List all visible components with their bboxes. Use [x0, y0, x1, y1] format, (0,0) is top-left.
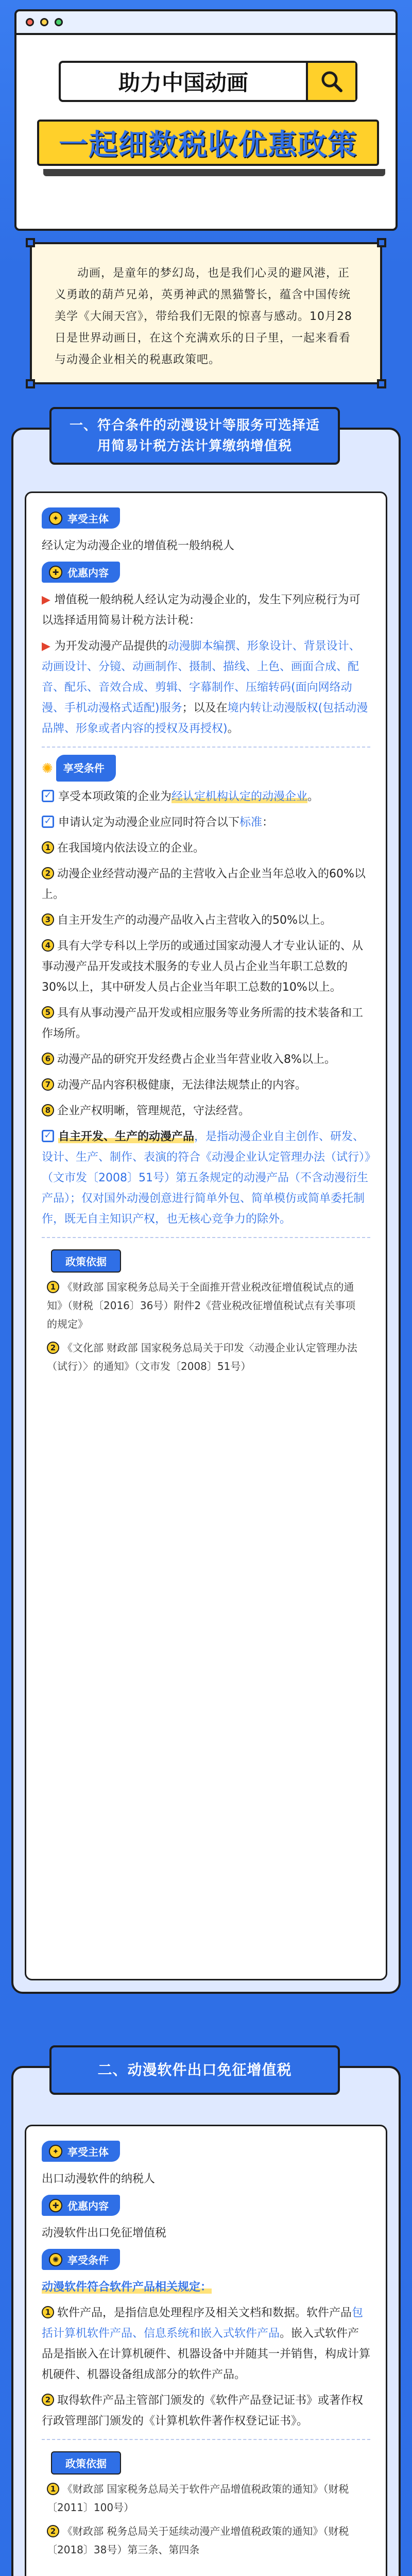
window-title-bar: [16, 11, 396, 35]
checkbox-icon: ✓: [42, 816, 54, 828]
section-1-title: 一、符合条件的动漫设计等服务可选择适用简易计税方法计算缴纳增值税: [69, 418, 320, 454]
subject-text: 出口动漫软件的纳税人: [42, 2173, 156, 2185]
section-2-card: [11, 2066, 401, 2576]
subject-text: 经认定为动漫企业的增值税一般纳税人: [42, 539, 235, 552]
divider: [42, 747, 370, 748]
content-paragraph-2: ▶ 为开发动漫产品提供的动漫脚本编撰、形象设计、背景设计、动画设计、分镜、动画制作、摄制、描线、上色、画面合成、配音、配乐、音效合成、剪辑、字幕制作、压缩转码(面向网络动漫、手机动漫格式适配)服务；以及在境内转让动漫版权(包括动漫品牌、形象或者内容的授权及再授权)。: [42, 640, 368, 735]
section-2-title: 二、动漫软件出口免征增值税: [97, 2061, 292, 2078]
intro-text: 动画，是童年的梦幻岛，也是我们心灵的避风港，正义勇敢的葫芦兄弟，英勇神武的黑猫警长，蕴含中国传统美学《大闹天宫》，带给我们无限的惊喜与感动。10月28日是世界动画日，在这个充满欢乐的日子里，一起来看看与动漫企业相关的税惠政策吧。: [55, 267, 352, 366]
section-2-header: [49, 2045, 340, 2095]
corner-decoration: [26, 238, 35, 247]
standard-item: 3 自主开发生产的动漫产品收入占主营收入的50%以上。: [42, 910, 370, 931]
policy-label: 政策依据: [51, 1249, 121, 1273]
section-1-body: [25, 492, 387, 1980]
search-bar: [59, 61, 357, 102]
search-title: 助力中国动画: [118, 70, 248, 95]
standard-item: 5 具有从事动漫产品开发或相应服务等业务所需的技术装备和工作场所。: [42, 1007, 364, 1040]
corner-decoration: [26, 379, 35, 388]
search-icon: [319, 69, 344, 94]
condition-3: ✓ 自主开发、生产的动漫产品，是指动漫企业自主创作、研发、设计、生产、制作、表演的符合《动漫企业认定管理办法（试行）》（文市发〔2008〕51号）第五条规定的动漫产品（不含动漫衍生产品）；仅对国外动漫创意进行简单外包、简单模仿或简单委托制作，既无自主知识产权，也无核心竞争力的除外。: [42, 1130, 371, 1226]
corner-decoration: [377, 238, 386, 247]
main-title: 一起细数税收优惠政策: [59, 128, 357, 162]
section-1-card: [11, 428, 401, 1994]
person-icon: ✦: [49, 2145, 62, 2158]
divider: [42, 1237, 370, 1238]
policy-label: 政策依据: [51, 2451, 121, 2475]
condition-label: ✺ 享受条件: [42, 2249, 120, 2270]
gift-icon: ✚: [49, 566, 62, 579]
standard-item: 4 具有大学专科以上学历的或通过国家动漫人才专业认证的、从事动漫产品开发或技术服务的专业人员占企业当年职工总数的30%以上，其中研发人员占企业当年职工总数的10%以上。: [42, 940, 364, 994]
divider: [42, 2439, 370, 2440]
window-dot-green-icon: [55, 18, 63, 26]
lightbulb-icon: ✺: [42, 761, 53, 776]
search-button: [306, 63, 355, 100]
condition-item: 1 软件产品，是指信息处理程序及相关文档和数据。软件产品包括计算机软件产品、信息系统和嵌入式软件产品。嵌入式软件产品是指嵌入在计算机硬件、机器设备中并随其一并销售，构成计算机硬件、机器设备组成部分的软件产品。: [42, 2307, 371, 2381]
condition-head: 动漫软件符合软件产品相关规定：: [42, 2281, 212, 2294]
condition-label-row: [42, 755, 370, 782]
section-1-header: [49, 407, 340, 465]
section-2-body: [25, 2125, 387, 2576]
corner-decoration: [377, 379, 386, 388]
content-paragraph-1: ▶ 增值税一般纳税人经认定为动漫企业的，发生下列应税行为可以选择适用简易计税方法计税：: [42, 594, 360, 627]
subject-label: ✦ 享受主体: [42, 2141, 120, 2162]
condition-2: ✓ 申请认定为动漫企业应同时符合以下标准：: [42, 812, 370, 833]
intro-card: [30, 242, 382, 384]
condition-item: 2 取得软件产品主管部门颁发的《软件产品登记证书》或著作权行政管理部门颁发的《计算机软件著作权登记证书》。: [42, 2394, 364, 2428]
condition-1: ✓ 享受本项政策的企业为经认定机构认定的动漫企业。: [42, 787, 370, 807]
standard-item: 1 在我国境内依法设立的企业。: [42, 838, 370, 859]
window-dot-red-icon: [26, 18, 34, 26]
checkbox-icon: ✓: [42, 1130, 54, 1142]
policy-item: 2 《财政部 税务总局关于延续动漫产业增值税政策的通知》（财税〔2018〕38号）第三条、第四条: [47, 2525, 349, 2556]
lightbulb-icon: ✺: [49, 2253, 62, 2266]
standard-item: 6 动漫产品的研究开发经费占企业当年营业收入8%以上。: [42, 1049, 370, 1070]
policy-item: 1 《财政部 国家税务总局关于全面推开营业税改征增值税试点的通知》（财税〔2016〕36号）附件2《营业税改征增值税试点有关事项的规定》: [47, 1281, 356, 1330]
browser-window: [14, 9, 398, 231]
policy-item: 2 《文化部 财政部 国家税务总局关于印发〈动漫企业认定管理办法（试行）〉的通知》（文市发〔2008〕51号）: [47, 1342, 357, 1372]
condition-label: 享受条件: [56, 755, 116, 782]
title-shadow: [43, 169, 385, 176]
standard-item: 2 动漫企业经营动漫产品的主营收入占企业当年总收入的60%以上。: [42, 868, 366, 901]
main-title-banner: [37, 120, 379, 166]
content-label: ✚ 优惠内容: [42, 562, 120, 583]
standard-item: 7 动漫产品内容积极健康，无法律法规禁止的内容。: [42, 1075, 370, 1096]
checkbox-icon: ✓: [42, 790, 54, 802]
policy-item: 1 《财政部 国家税务总局关于软件产品增值税政策的通知》（财税〔2011〕100号）: [47, 2483, 349, 2514]
gift-icon: ✚: [49, 2199, 62, 2212]
person-icon: ✦: [49, 512, 62, 525]
standard-item: 8 企业产权明晰，管理规范，守法经营。: [42, 1101, 370, 1122]
content-text: 动漫软件出口免征增值税: [42, 2227, 167, 2240]
content-label: ✚ 优惠内容: [42, 2195, 120, 2216]
subject-label: ✦ 享受主体: [42, 507, 120, 529]
window-dot-yellow-icon: [40, 18, 48, 26]
